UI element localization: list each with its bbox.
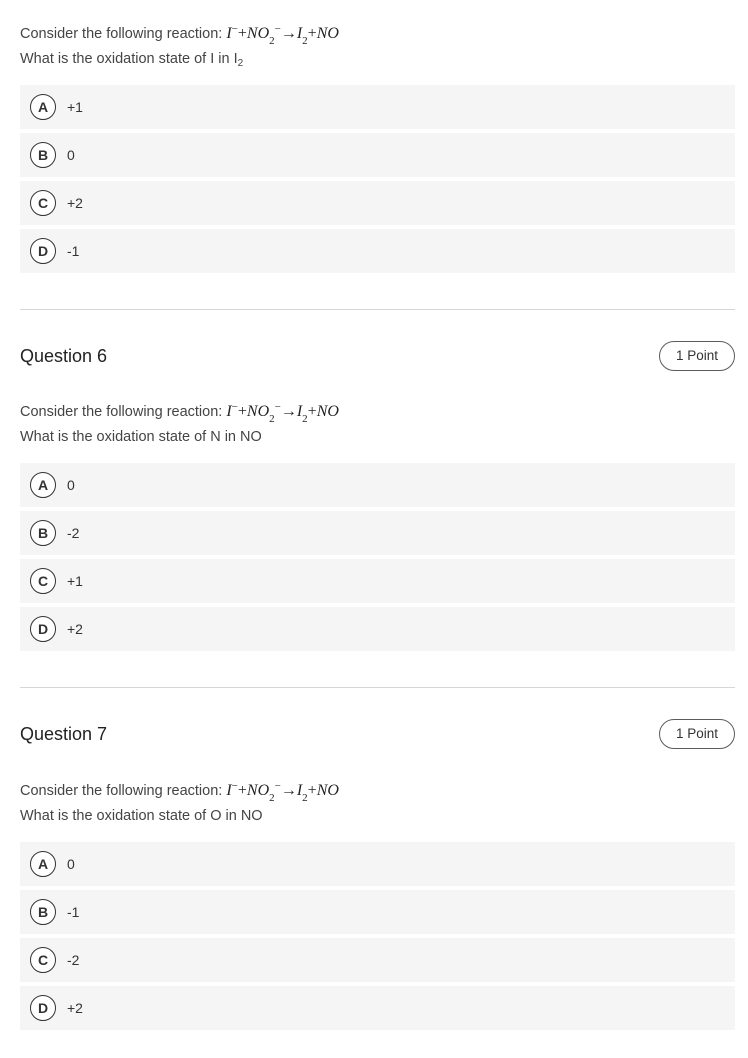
option-a[interactable] (20, 842, 735, 886)
option-label: +1 (67, 573, 83, 589)
option-letter: D (30, 238, 56, 264)
reaction-statement (20, 775, 735, 804)
question-7 (20, 719, 735, 1034)
option-label: 0 (67, 477, 75, 493)
option-letter: A (30, 472, 56, 498)
reaction-equation: $I^-+NO_2^-\to I_2+NO$ (226, 780, 339, 804)
option-letter: A (30, 851, 56, 877)
option-label: 0 (67, 147, 75, 163)
option-letter: D (30, 616, 56, 642)
question-prompt: What is the oxidation state of O in NO (20, 808, 263, 824)
option-b[interactable] (20, 890, 735, 934)
option-d[interactable] (20, 229, 735, 273)
option-d[interactable] (20, 986, 735, 1030)
option-letter: C (30, 947, 56, 973)
option-label: +2 (67, 195, 83, 211)
option-label: -1 (67, 243, 80, 259)
answer-options (20, 85, 735, 273)
question-prompt: What is the oxidation state of I in $I_2$ (20, 51, 244, 69)
option-letter: A (30, 94, 56, 120)
option-label: +2 (67, 621, 83, 637)
option-letter: D (30, 995, 56, 1021)
reaction-statement (20, 396, 735, 425)
reaction-equation: $I^-+NO_2^-\to I_2+NO$ (226, 23, 339, 47)
option-label: -1 (67, 904, 80, 920)
points-badge: 1 Point (659, 719, 735, 749)
answer-options (20, 463, 735, 651)
reaction-prefix: Consider the following reaction: (20, 783, 223, 799)
option-c[interactable] (20, 559, 735, 603)
option-a[interactable] (20, 85, 735, 129)
question-6 (20, 341, 735, 655)
section-divider (20, 309, 735, 310)
reaction-statement (20, 18, 735, 47)
question-title: Question 7 (20, 724, 108, 744)
option-label: +2 (67, 1000, 83, 1016)
reaction-prefix: Consider the following reaction: (20, 26, 223, 42)
option-label: 0 (67, 856, 75, 872)
option-letter: C (30, 190, 56, 216)
option-b[interactable] (20, 133, 735, 177)
question-5 (20, 18, 735, 277)
option-c[interactable] (20, 938, 735, 982)
question-header (20, 341, 735, 377)
points-badge: 1 Point (659, 341, 735, 371)
option-label: -2 (67, 952, 80, 968)
option-letter: C (30, 568, 56, 594)
option-d[interactable] (20, 607, 735, 651)
section-divider (20, 687, 735, 688)
option-label: +1 (67, 99, 83, 115)
question-title: Question 6 (20, 346, 108, 366)
option-label: -2 (67, 525, 80, 541)
option-letter: B (30, 520, 56, 546)
option-b[interactable] (20, 511, 735, 555)
question-header (20, 719, 735, 755)
option-letter: B (30, 142, 56, 168)
answer-options (20, 842, 735, 1030)
option-letter: B (30, 899, 56, 925)
option-a[interactable] (20, 463, 735, 507)
question-prompt: What is the oxidation state of N in NO (20, 429, 262, 445)
option-c[interactable] (20, 181, 735, 225)
reaction-prefix: Consider the following reaction: (20, 404, 223, 420)
reaction-equation: $I^-+NO_2^-\to I_2+NO$ (226, 401, 339, 425)
